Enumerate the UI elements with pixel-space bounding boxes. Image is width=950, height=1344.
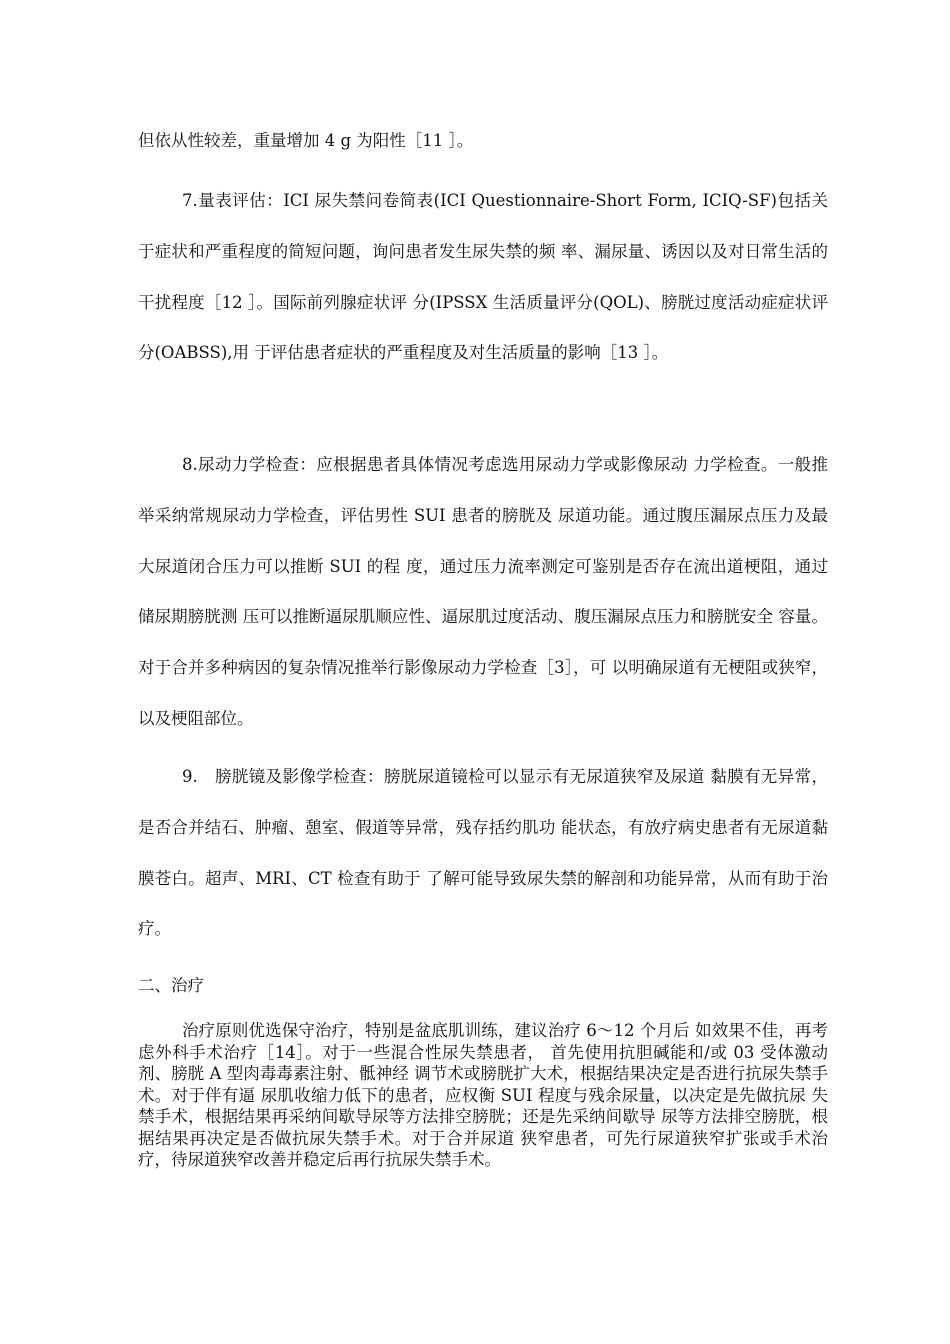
section-heading-treatment: 二、治疗 — [138, 976, 204, 995]
paragraph-scale-assessment: 7.量表评估：ICI 尿失禁问卷简表(ICI Questionnaire-Short Form, ICIQ-SF)包括关于症状和严重程度的简短问题，询问患者发生尿失禁的频 率、漏尿量、诱因以及对日常生活的干扰程度［12 ］。国际前列腺症状评 分(IPSSX 生活质量评分(QOL)、膀胱过度活动症症状评分(OABSS),用 于评估患者症状的严重程度及对生活质量的影响［13 ］。 — [138, 191, 828, 363]
paragraph-treatment-principles: 治疗原则优选保守治疗，特别是盆底肌训练，建议治疗 6〜12 个月后 如效果不佳，再考虑外科手术治疗［14］。对于一些混合性尿失禁患者， 首先使用抗胆碱能和/或 03 受体激动剂、膀胱 A 型肉毒毒素注射、骶神经 调节术或膀胱扩大术，根据结果决定是否进行抗尿失禁手术。对于伴有逼 尿肌收缩力低下的患者，应权衡 SUI 程度与残余尿量，以决定是先做抗尿 失禁手术，根据结果再采纳间歇导尿等方法排空膀胱；还是先采纳间歇导 尿等方法排空膀胱，根据结果再决定是否做抗尿失禁手术。对于合并尿道 狭窄患者，可先行尿道狭窄扩张或手术治疗，待尿道狭窄改善并稳定后再行抗尿失禁手术。 — [138, 1021, 828, 1169]
paragraph-weight-test-continuation: 但依从性较差，重量增加 4 g 为阳性［11 ］。 — [138, 131, 474, 150]
paragraph-cystoscopy-imaging: 9. 膀胱镜及影像学检查：膀胱尿道镜检可以显示有无尿道狭窄及尿道 黏膜有无异常，是否合并结石、肿瘤、憩室、假道等异常，残存括约肌功 能状态，有放疗病史患者有无尿道黏膜苍白。超声、MRI、CT 检查有助于 了解可能导致尿失禁的解剖和功能异常，从而有助于治疗。 — [138, 767, 828, 939]
paragraph-urodynamic-exam: 8.尿动力学检查：应根据患者具体情况考虑选用尿动力学或影像尿动 力学检查。一般推举采纳常规尿动力学检查，评估男性 SUI 患者的膀胱及 尿道功能。通过腹压漏尿点压力及最大尿道闭合压力可以推断 SUI 的程 度，通过压力流率测定可鉴别是否存在流出道梗阻，通过储尿期膀胱测 压可以推断逼尿肌顺应性、逼尿肌过度活动、腹压漏尿点压力和膀胱安全 容量。对于合并多种病因的复杂情况推举行影像尿动力学检查［3］，可 以明确尿道有无梗阻或狭窄，以及梗阻部位。 — [138, 455, 828, 728]
